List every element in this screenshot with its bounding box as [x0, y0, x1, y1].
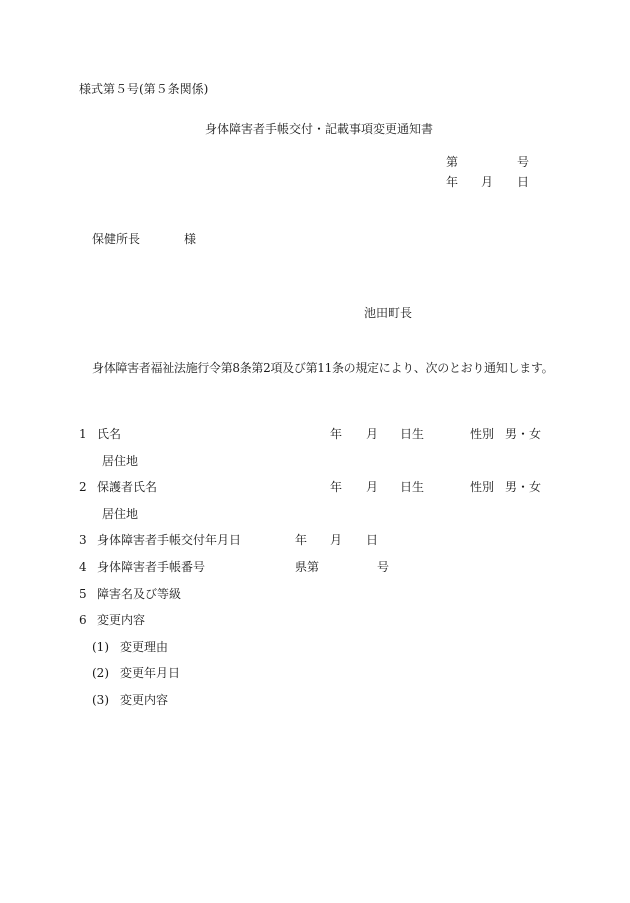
item6-num: 6 [79, 613, 87, 627]
subitem3-label: 変更内容 [120, 693, 169, 707]
addressee-sama: 様 [184, 232, 197, 246]
item4-ken: 県第 [295, 560, 320, 574]
subitem1-num: (1) [92, 640, 109, 654]
subitem2-num: (2) [92, 666, 109, 680]
addressee-office: 保健所長 [92, 232, 141, 246]
item3-day: 日 [366, 533, 379, 547]
form-label: 様式第５号(第５条関係) [79, 82, 209, 96]
item3-label: 身体障害者手帳交付年月日 [97, 533, 242, 547]
item1-sex-options: 男・女 [505, 427, 542, 441]
item1-sex-label: 性別 [470, 427, 495, 441]
item2-sex-label: 性別 [470, 480, 495, 494]
item5-num: 5 [79, 587, 87, 601]
item1-address-label: 居住地 [102, 454, 139, 468]
item2-num: 2 [79, 480, 87, 494]
document-title: 身体障害者手帳交付・記載事項変更通知書 [205, 122, 434, 136]
item1-month: 月 [366, 427, 379, 441]
date-month: 月 [481, 175, 494, 189]
sender: 池田町長 [364, 306, 413, 320]
item2-address-label: 居住地 [102, 507, 139, 521]
item2-sex-options: 男・女 [505, 480, 542, 494]
doc-number-dai: 第 [446, 155, 459, 169]
doc-number-go: 号 [517, 155, 530, 169]
date-day: 日 [517, 175, 530, 189]
item2-year: 年 [330, 480, 343, 494]
item4-num: 4 [79, 560, 87, 574]
subitem1-label: 変更理由 [120, 640, 169, 654]
item3-year: 年 [295, 533, 308, 547]
item1-birth: 日生 [400, 427, 425, 441]
item1-num: 1 [79, 427, 87, 441]
body-text: 身体障害者福祉法施行令第8条第2項及び第11条の規定により、次のとおり通知します。 [92, 361, 554, 375]
item5-label: 障害名及び等級 [97, 587, 182, 601]
item2-month: 月 [366, 480, 379, 494]
subitem2-label: 変更年月日 [120, 666, 181, 680]
date-year: 年 [446, 175, 459, 189]
item6-label: 変更内容 [97, 613, 146, 627]
item4-label: 身体障害者手帳番号 [97, 560, 206, 574]
item1-year: 年 [330, 427, 343, 441]
item2-label: 保護者氏名 [97, 480, 158, 494]
item3-month: 月 [330, 533, 343, 547]
item2-birth: 日生 [400, 480, 425, 494]
item4-go: 号 [377, 560, 390, 574]
item1-label: 氏名 [97, 427, 122, 441]
item3-num: 3 [79, 533, 87, 547]
subitem3-num: (3) [92, 693, 109, 707]
